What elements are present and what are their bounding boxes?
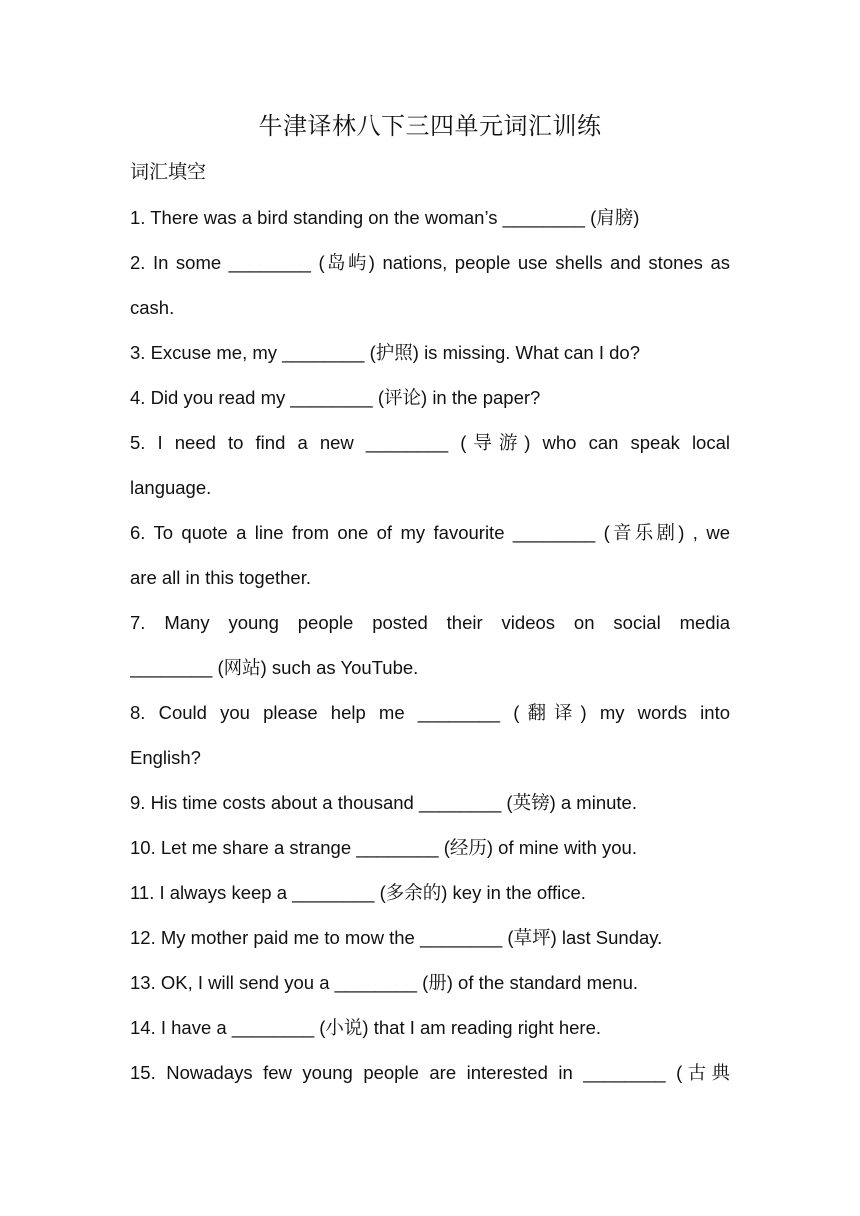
exercise-body [130,150,730,1095]
document-title: 牛津译林八下三四单元词汇训练 [258,112,602,140]
exercise-line-14: 14. I have a ________ (小说) that I am reading right here. [130,1017,602,1038]
exercise-line-2: 2. In some ________ (岛屿) nations, people use shells and stones as [130,252,730,273]
exercise-line-7: 7. Many young people posted their videos on social media [130,612,730,633]
exercise-line-13: 13. OK, I will send you a ________ (册) of the standard menu. [130,972,639,993]
exercise-line-4: 4. Did you read my ________ (评论) in the paper? [130,387,541,408]
exercise-line-2-cont: cash. [130,297,175,318]
exercise-line-6: 6. To quote a line from one of my favourite ________ (音乐剧) , we [130,522,730,543]
exercise-line-9: 9. His time costs about a thousand ________ (英镑) a minute. [130,792,637,813]
exercise-line-5-cont: language. [130,477,212,498]
exercise-line-15: 15. Nowadays few young people are interested in ________ (古典 [130,1062,730,1083]
exercise-line-1: 1. There was a bird standing on the woman’s ________ (肩膀) [130,207,640,228]
exercise-line-12: 12. My mother paid me to mow the ________ (草坪) last Sunday. [130,927,663,948]
section-heading: 词汇填空 [130,161,207,183]
exercise-line-3: 3. Excuse me, my ________ (护照) is missing. What can I do? [130,342,640,363]
exercise-line-6-cont: are all in this together. [130,567,311,588]
exercise-line-8: 8. Could you please help me ________ (翻译) my words into [130,702,730,723]
exercise-line-7-cont: ________ (网站) such as YouTube. [130,657,419,678]
exercise-line-10: 10. Let me share a strange ________ (经历) of mine with you. [130,837,637,858]
exercise-line-11: 11. I always keep a ________ (多余的) key in the office. [130,882,586,903]
exercise-line-8-cont: English? [130,747,201,768]
exercise-line-5: 5. I need to find a new ________ (导游) who can speak local [130,432,730,453]
